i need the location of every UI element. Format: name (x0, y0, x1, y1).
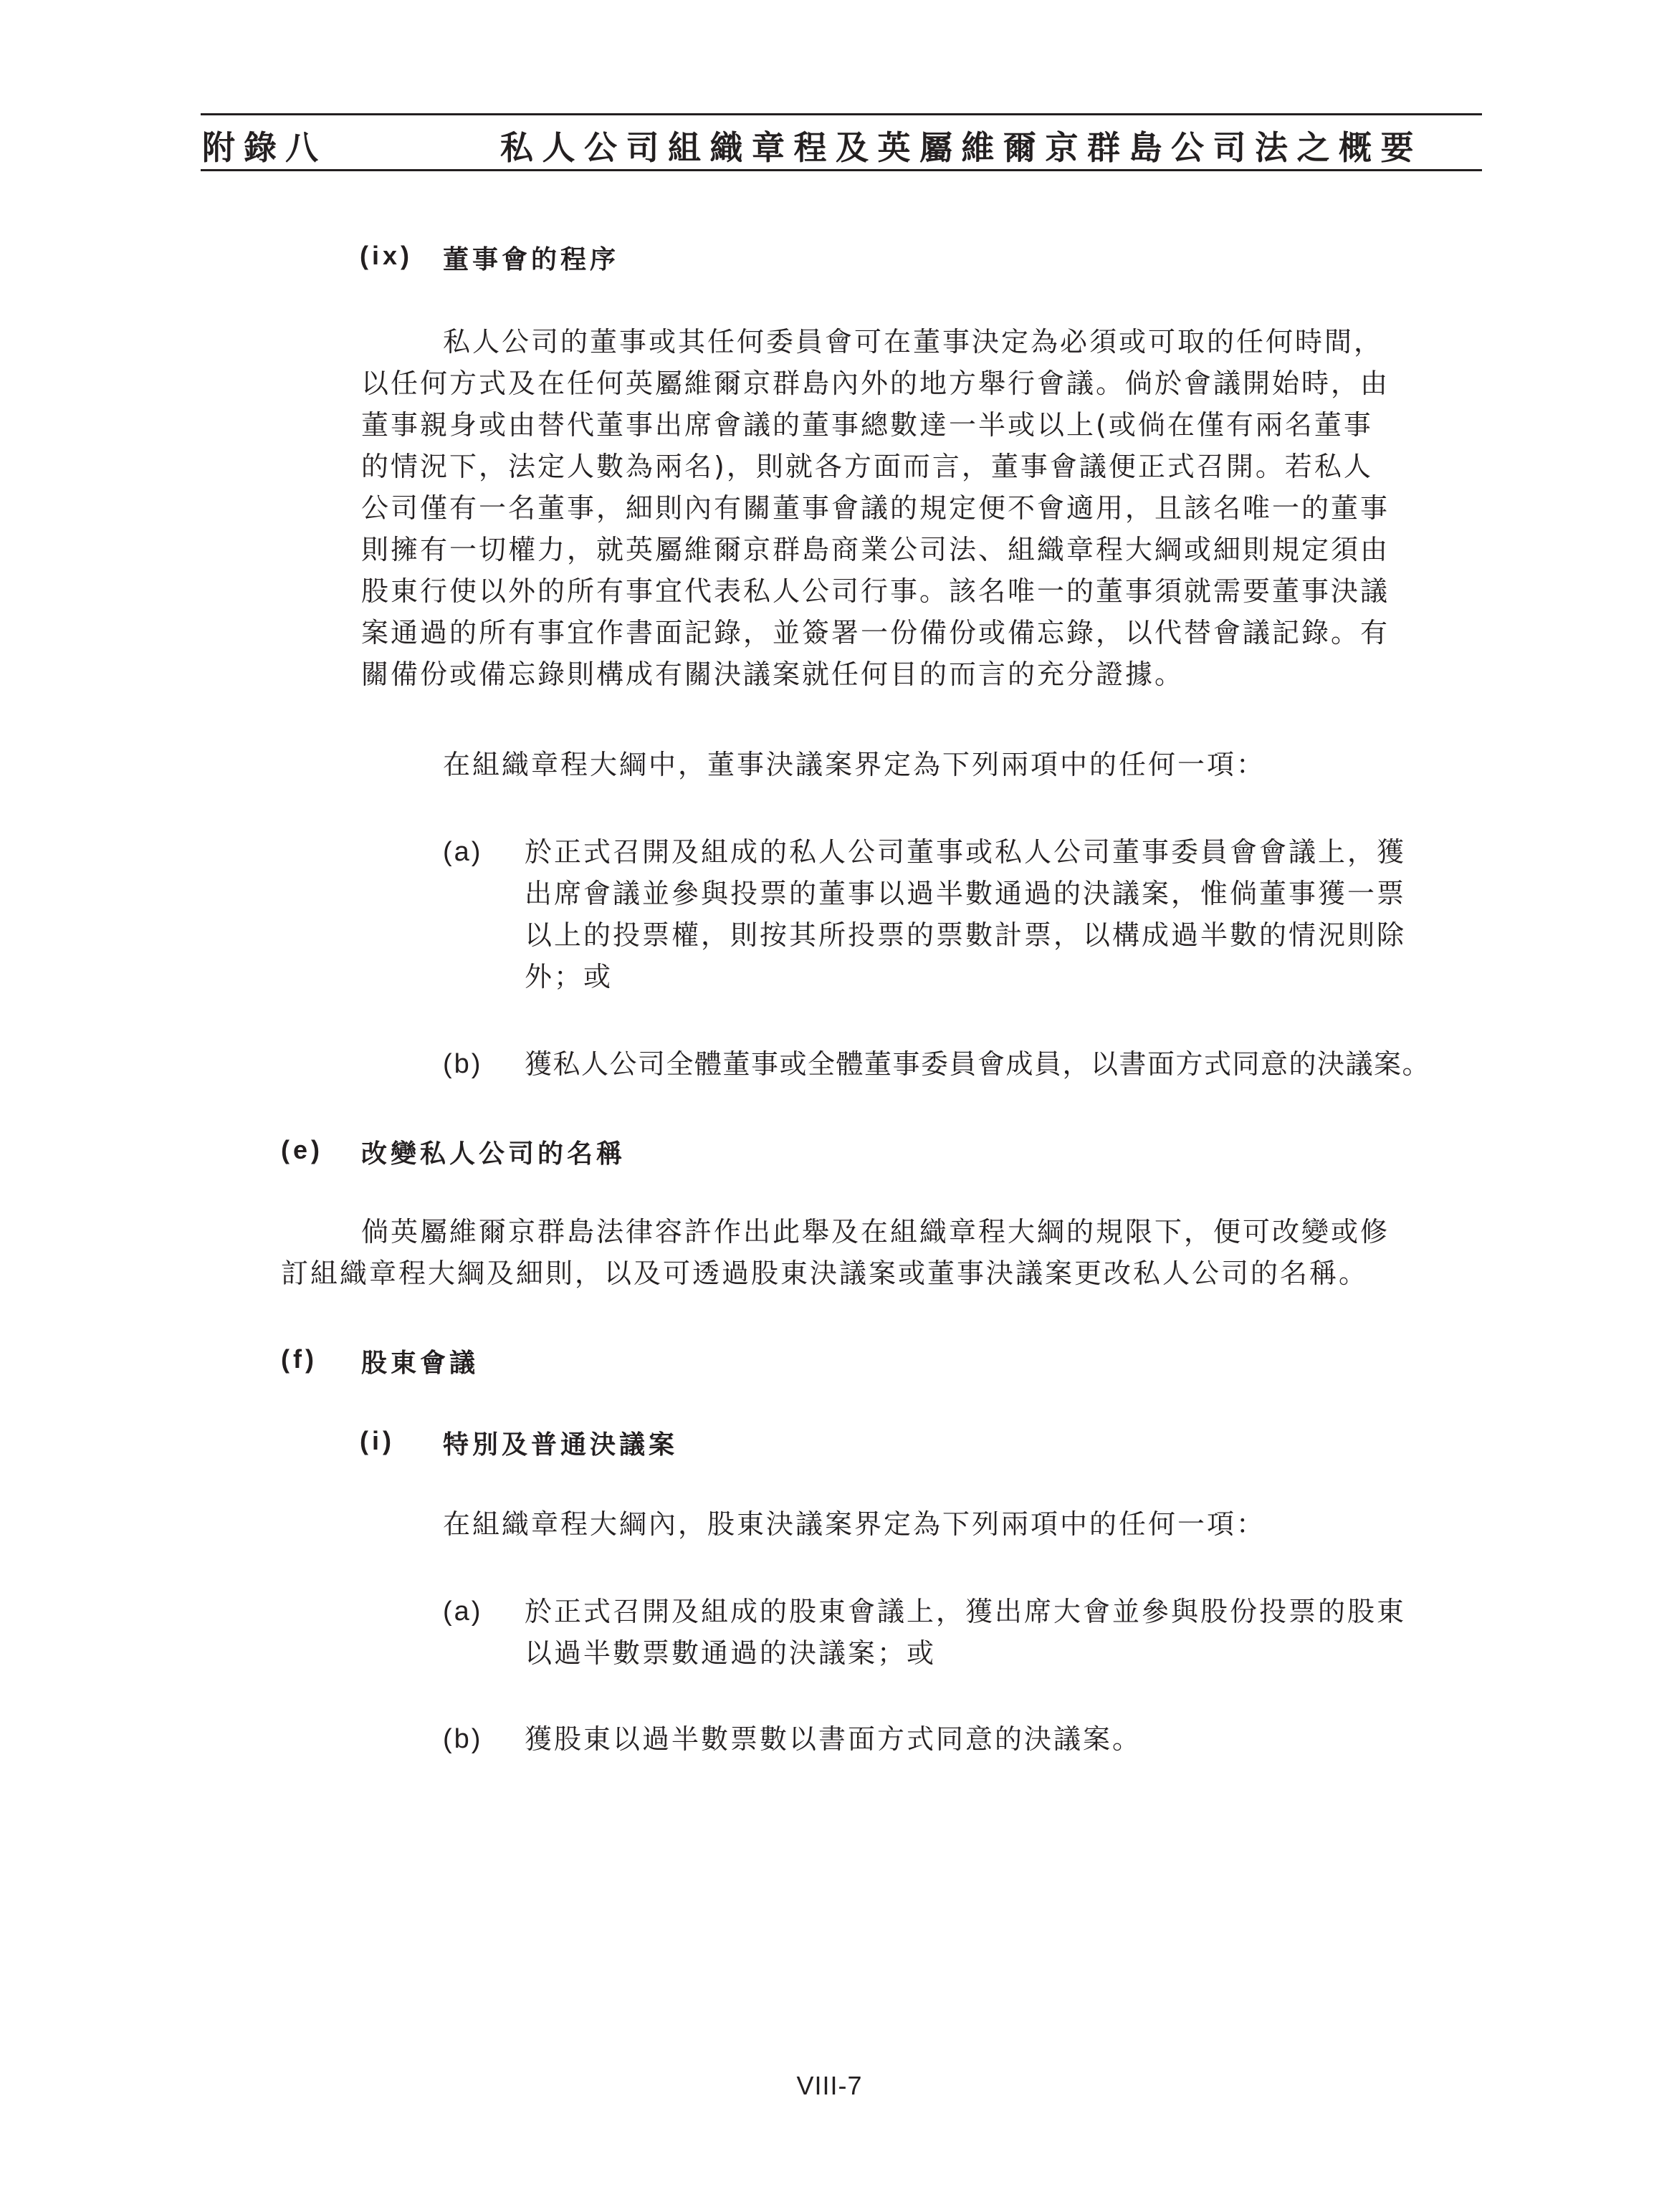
header-top-rule (201, 113, 1482, 115)
section-ix-paragraph-line: 私人公司的董事或其任何委員會可在董事決定為必須或可取的任何時間， (443, 326, 1384, 358)
list-item-line: 於正式召開及組成的私人公司董事或私人公司董事委員會會議上，獲 (525, 836, 1407, 868)
page-number: VIII-7 (796, 2071, 863, 2100)
section-e-number: (e) (281, 1135, 323, 1164)
list-item-line: 獲股東以過半數票數以書面方式同意的決議案。 (525, 1723, 1142, 1755)
section-e-paragraph-line: 訂組織章程大綱及細則，以及可透過股東決議案或董事決議案更改私人公司的名稱。 (281, 1258, 1369, 1289)
list-item-label: (b) (443, 1049, 483, 1079)
header-bottom-rule (201, 169, 1482, 171)
section-f-number: (f) (281, 1344, 317, 1374)
list-item-label: (a) (443, 837, 483, 867)
list-item-line: 以過半數票數通過的決議案；或 (525, 1637, 937, 1669)
list-item-label: (a) (443, 1596, 483, 1627)
section-ix-paragraph-line: 股東行使以外的所有事宜代表私人公司行事。該名唯一的董事須就需要董事決議 (361, 575, 1390, 607)
page-title: 私人公司組織章程及英屬維爾京群島公司法之概要 (500, 128, 1423, 167)
appendix-label: 附錄八 (202, 128, 327, 167)
section-ix-intro: 在組織章程大綱中，董事決議案界定為下列兩項中的任何一項： (443, 749, 1266, 780)
section-ix-heading: 董事會的程序 (443, 245, 620, 274)
list-item-line: 以上的投票權，則按其所投票的票數計票，以構成過半數的情況則除 (525, 919, 1407, 951)
section-ix-number: (ix) (360, 241, 413, 270)
list-item-label: (b) (443, 1724, 483, 1754)
section-f-heading: 股東會議 (361, 1349, 479, 1378)
section-ix-paragraph-line: 公司僅有一名董事，細則內有關董事會議的規定便不會適用，且該名唯一的董事 (361, 492, 1390, 524)
section-ix-paragraph-line: 則擁有一切權力，就英屬維爾京群島商業公司法、組織章程大綱或細則規定須由 (361, 534, 1390, 565)
section-ix-paragraph-line: 關備份或備忘錄則構成有關決議案就任何目的而言的充分證據。 (361, 659, 1185, 690)
list-item-line: 於正式召開及組成的股東會議上，獲出席大會並參與股份投票的股東 (525, 1596, 1407, 1627)
section-f-i-number: (i) (360, 1426, 395, 1455)
list-item-line: 獲私人公司全體董事或全體董事委員會成員，以書面方式同意的決議案。 (525, 1048, 1431, 1080)
section-f-i-heading: 特別及普通決議案 (443, 1430, 679, 1460)
section-ix-paragraph-line: 案通過的所有事宜作書面記錄，並簽署一份備份或備忘錄，以代替會議記錄。有 (361, 617, 1390, 648)
section-ix-paragraph-line: 董事親身或由替代董事出席會議的董事總數達一半或以上(或倘在僅有兩名董事 (361, 409, 1373, 441)
section-e-paragraph-line: 倘英屬維爾京群島法律容許作出此舉及在組織章程大綱的規限下，便可改變或修 (361, 1216, 1390, 1248)
section-ix-paragraph-line: 的情況下，法定人數為兩名)，則就各方面而言，董事會議便正式召開。若私人 (361, 451, 1373, 482)
list-item-line: 外；或 (525, 961, 613, 992)
list-item-line: 出席會議並參與投票的董事以過半數通過的決議案，惟倘董事獲一票 (525, 878, 1407, 909)
section-f-intro: 在組織章程大綱內，股東決議案界定為下列兩項中的任何一項： (443, 1508, 1266, 1540)
section-ix-paragraph-line: 以任何方式及在任何英屬維爾京群島內外的地方舉行會議。倘於會議開始時，由 (361, 368, 1390, 399)
section-e-heading: 改變私人公司的名稱 (361, 1139, 626, 1169)
